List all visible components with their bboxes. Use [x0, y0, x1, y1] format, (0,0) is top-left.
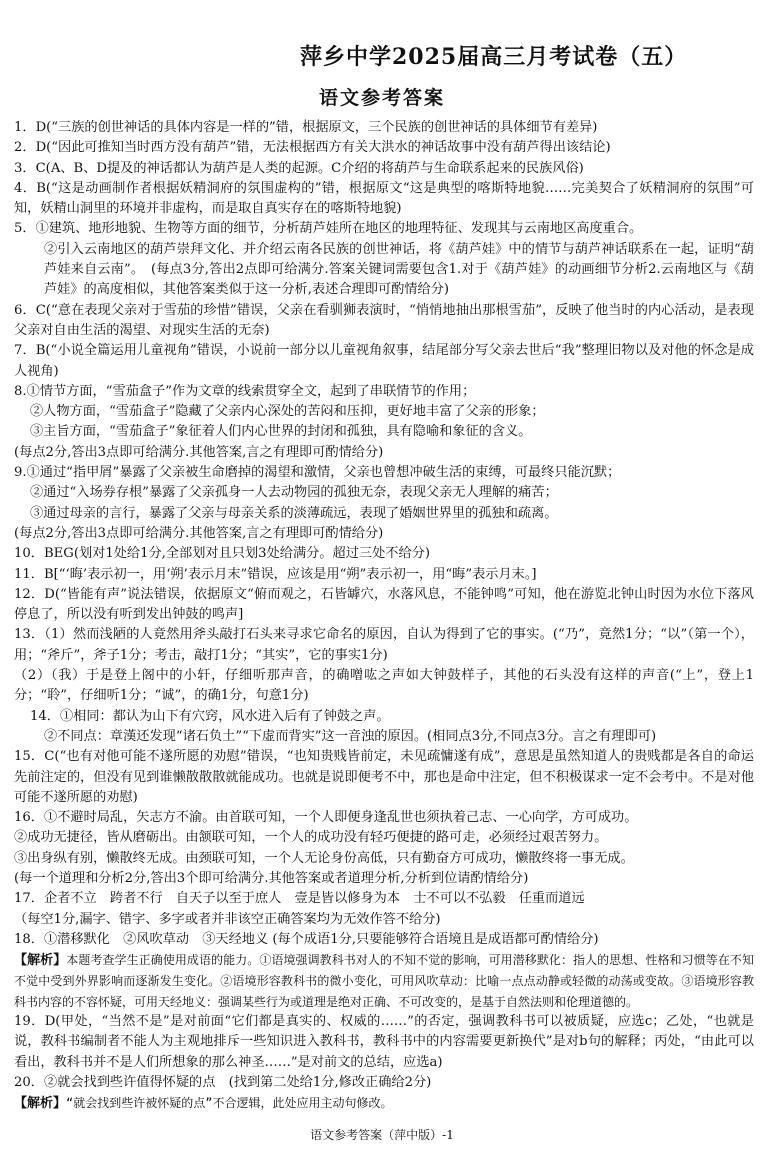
answer-line: 16．①不避时局乱，矢志方不渝。由首联可知，一个人即便身逢乱世也须执着己志、一心向学，方可成功。 [14, 810, 638, 826]
page-title: 萍乡中学2025届高三月考试卷（五） [300, 44, 688, 70]
answer-line: (每一个道理和分析2分,答出3个即可给满分.其他答案或者道理分析,分析到位请酌情给分) [14, 870, 529, 886]
answer-line: （每空1分,漏字、错字、多字或者并非该空正确答案均为无效作答不给分) [14, 911, 441, 927]
answer-line: ③出身纵有别，懒散终无成。由颈联可知，一个人无论身份高低，只有勤奋方可成功，懒散终将一事无成。 [14, 850, 634, 866]
answer-line: ②成功无捷径，皆从磨砺出。由颔联可知，一个人的成功没有轻巧便捷的路可走，必须经过艰苦努力。 [14, 830, 608, 846]
answer-line: 13．（1）然而浅陋的人竟然用斧头敲打石头来寻求它命名的原因，自认为得到了它的事实。(“乃”，竟然1分；“以”（第一个），用；“斧斤”，斧子1分；考击，敲打1分；“其实”，它的事实1分) [14, 627, 754, 663]
answer-content [14, 118, 754, 1115]
answer-line: 11．B[“‘晦’表示初一，用‘朔’表示月末”错误，应该是用“朔”表示初一，用“晦”表示月末。] [14, 566, 537, 582]
answer-line: 4．B(“这是动画制作者根据妖精洞府的氛围虚构的”错，根据原文“这是典型的喀斯特地貌……完美契合了妖精洞府的氛围”可知，妖精山洞里的环境并非虚构，而是取自真实存在的喀斯特地貌) [14, 180, 754, 217]
answer-line: ③通过母亲的言行，暴露了父亲与母亲关系的淡薄疏远，表现了婚姻世界里的孤独和疏离。 [30, 505, 558, 521]
answer-line: ②引入云南地区的葫芦崇拜文化、并介绍云南各民族的创世神话，将《葫芦娃》中的情节与葫芦神话联系在一起，证明“葫芦娃来自云南”。 (每点3分,答出2点即可给满分.答案关键词需要包含1.对于《葫芦娃》的动画细节分析2.云南地区与《葫芦娃》的高度相似，其他答案类似于这一分析,表述合理即可酌情给分) [44, 241, 754, 298]
answer-line: (每点2分,答出3点即可给满分.其他答案,言之有理即可酌情给分) [14, 525, 384, 541]
answer-line: 8.①情节方面，“雪茄盒子”作为文章的线索贯穿全文，起到了串联情节的作用； [14, 383, 476, 399]
analysis-paragraph [14, 1093, 754, 1114]
answer-line: 5．①建筑、地形地貌、生物等方面的细节，分析葫芦娃所在地区的地理特征、发现其与云南地区高度重合。 [14, 221, 643, 237]
answer-line: 6．C(“意在表现父亲对于雪茄的珍惜”错误，父亲在看驯狮表演时，“悄悄地抽出那根雪茄”，反映了他当时的内心活动，是表现父亲对自由生活的渴望、对现实生活的无奈) [14, 302, 754, 338]
answer-line: (每点2分,答出3点即可给满分.其他答案,言之有理即可酌情给分) [14, 444, 384, 460]
analysis-paragraph [14, 950, 754, 1012]
answer-line: ②人物方面，“雪茄盒子”隐藏了父亲内心深处的苦闷和压抑，更好地丰富了父亲的形象； [30, 404, 545, 420]
answer-line: 14．①相同：都认为山下有穴窍，风水进入后有了钟鼓之声。 [30, 708, 390, 724]
answer-line: 20．②就会找到些许值得怀疑的点 (找到第二处给1分,修改正确给2分) [14, 1074, 432, 1090]
document-subtitle: 语文参考答案 [318, 87, 445, 109]
answer-line: 1．D(“三族的创世神话的具体内容是一样的”错，根据原文，三个民族的创世神话的具体细节有差异) [14, 120, 598, 135]
answer-line: ③主旨方面，“雪茄盒子”象征着人们内心世界的封闭和孤独，具有隐喻和象征的含义。 [30, 424, 532, 440]
analysis-label: 【解析】 [14, 1096, 67, 1112]
answer-line: 10．BEG(划对1处给1分,全部划对且只划3处给满分。超过三处不给分) [14, 546, 430, 562]
answer-line: 7．B(“小说全篇运用儿童视角”错误，小说前一部分以儿童视角叙事，结尾部分写父亲去世后“我”整理旧物以及对他的怀念是成人视角) [14, 343, 754, 379]
answer-line: 17．企者不立 跨者不行 自天子以至于庶人 壹是皆以修身为本 士不可以不弘毅 任重而道远 [14, 891, 585, 907]
answer-line: （2）（我）于是登上阁中的小轩，仔细听那声音，的确噌吰之声如大钟鼓样子，其他的石头没有这样的声音(“上”，登上1分；“聆”，仔细听1分；“诚”，的确1分，句意1分) [14, 668, 754, 704]
page-footer: 语文参考答案（萍中版）-1 [310, 1128, 454, 1142]
answer-line: 19．D(甲处，“当然不是”是对前面“它们都是真实的、权威的……”的否定，强调教科书可以被质疑，应选c；乙处，“也就是说，教科书编制者不能人为主观地排斥一些知识进入教科书，教科书中的内容需要更新换代”是对b句的解释；丙处，“由此可以看出，教科书并不是人们所想象的那么神圣……”是对前文的总结，应选a) [14, 1014, 754, 1070]
answer-line: 9.①通过“指甲屑”暴露了父亲被生命磨掉的渴望和激情，父亲也曾想冲破生活的束缚，可最终只能沉默； [14, 465, 621, 481]
answer-line: 12．D(“皆能有声”说法错误，依据原文“俯而观之，石皆罅穴，水落风息，不能钟鸣”可知，他在游览北钟山时因为水位下落风停息了，所以没有听到发出钟鼓的鸣声] [14, 586, 754, 623]
analysis-label: 【解析】 [14, 953, 67, 969]
analysis-text: “就会找到些许被怀疑的点”不合逻辑，此处应用主动句修改。 [66, 1096, 393, 1111]
answer-line: 18．①潜移默化 ②风吹草动 ③天经地义 (每个成语1分,只要能够符合语境且是成语都可酌情给分) [14, 931, 599, 947]
answer-line: 2．D(“因此可推知当时西方没有葫芦”错，无法根据西方有关大洪水的神话故事中没有葫芦得出该结论) [14, 140, 611, 156]
answer-line: 15．C(“也有对他可能不遂所愿的劝慰”错误，“也知贵贱皆前定，未见疏慵遂有成”，意思是虽然知道人的贵贱都是各自的命运先前注定的，但没有见到谁懒散散散就能成功。也就是说即便考不中，那也是命中注定，但不积极谋求一定不会考中。不是对他可能不遂所愿的劝慰) [14, 749, 754, 805]
answer-line: 3．C(A、B、D提及的神话都认为葫芦是人类的起源。C介绍的将葫芦与生命联系起来的民族风俗) [14, 160, 584, 176]
answer-line: ②通过“入场券存根”暴露了父亲孤身一人去动物园的孤独无奈，表现父亲无人理解的痛苦； [30, 485, 558, 501]
answer-line: ②不同点：章漢还发现“诸石负土”“下虚而背实”这一音浊的原因。(相同点3分,不同点3分。言之有理即可) [44, 728, 657, 744]
analysis-text: 本题考查学生正确使用成语的能力。①语境强调教科书对人的不知不觉的影响，可用潜移默化：指人的思想、性格和习惯等在不知不觉中受到外界影响而逐渐发生变化。②语境形容教科书的微小变化，可用风吹草动：比喻一点点动静或轻微的动荡或变故。③语境形容教科书内容的不容怀疑，可用天经地义：强调某些行为或道理是绝对正确、不可改变的，是基于自然法则和伦理道德的。 [14, 953, 754, 1009]
